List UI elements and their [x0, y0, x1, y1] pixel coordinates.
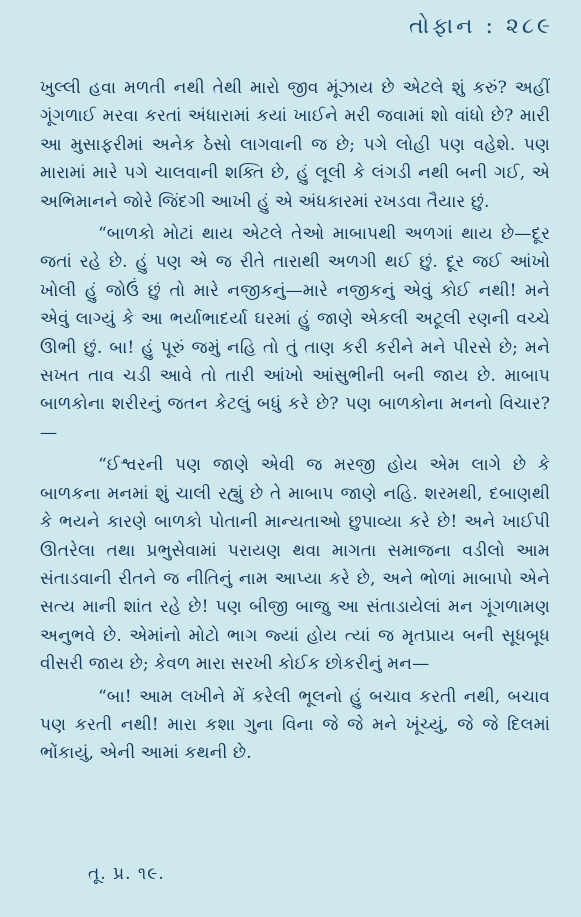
paragraph-3: “ઈશ્વરની પણ જાણે એવી જ મરજી હોય એમ લાગે છે કે બાળકના મનમાં શું ચાલી રહ્યું છે તે માબાપ જાણે નહિ. શરમથી, દબાણથી કે ભયને કારણે બાળકો પોતાની માન્યતાઓ છુપાવ્યા કરે છે! અને ખાઈપી ઊતરેલા તથા પ્રભુસેવામાં પરાયણ થવા માગતા સમાજના વડીલો આમ સંતાડવાની રીતને જ નીતિનું નામ આપ્યા કરે છે, અને ભોળાં માબાપો એને સત્ય માની શાંત રહે છે! પણ બીજી બાજુ આ સંતાડાયેલાં મન ગૂંગળામણ અનુભવે છે. એમાંનો મોટો ભાગ જ્યાં હોય ત્યાં જ મૃતપ્રાય બની સૂધબૂધ વીસરી જાય છે; કેવળ મારા સરખી કોઈક છોકરીનું મન— — [40, 455, 550, 675]
body-text — [40, 74, 550, 768]
paragraph-2: “બાળકો મોટાં થાય એટલે તેઓ માબાપથી અળગાં થાય છે—દૂર જતાં રહે છે. હું પણ એ જ રીતે તારાથી અળગી થઈ છું. દૂર જઈ આંખો ખોલી હું જોઉં છું તો મારે નજીકનું—મારે નજીકનું એવું કોઈ નથી! મને એવું લાગ્યું કે આ ભર્યાભાદર્યા ઘરમાં હું જાણે એકલી અટૂલી રણની વચ્ચે ઊભી છું. બા! હું પૂરું જમું નહિ તો તું તાણ કરી કરીને મને પીરસે છે; મને સખત તાવ ચડી આવે તો તારી આંખો આંસુભીની બની જાય છે. માબાપ બાળકોના શરીરનું જતન કેટલું બધું કરે છે? પણ બાળકોના મનનો વિચાર?— — [40, 224, 550, 443]
paragraph-1: ખુલ્લી હવા મળતી નથી તેથી મારો જીવ મૂંઝાય છે એટલે શું કરું? અહીં ગૂંગળાઈ મરવા કરતાં અંધારામાં કયાં ખાઈને મરી જવામાં શો વાંધો છે? મારી આ મુસાફરીમાં અનેક ઠેસો લાગવાની જ છે; પગે લોહી પણ વહેશે. પણ મારામાં મારે પગે ચાલવાની શક્તિ છે, હું લૂલી કે લંગડી નથી બની ગઈ, એ અભિમાનને જોરે જિંદગી આખી હું એ અંધકારમાં રખડવા તૈયાર છું. — [40, 78, 550, 212]
page-header: તોફાન : ૨૮૯ — [408, 14, 553, 39]
paragraph-4: “બા! આમ લખીને મેં કરેલી ભૂલનો હું બચાવ કરતી નથી, બચાવ પણ કરતી નથી! મારા કશા ગુના વિના જે જે મને ખૂંચ્યું, જે જે દિલમાં ભોંકાયું, એની આમાં કથની છે. — [40, 686, 550, 764]
signature: તૂ. પ્ર. ૧૯. — [88, 864, 165, 884]
